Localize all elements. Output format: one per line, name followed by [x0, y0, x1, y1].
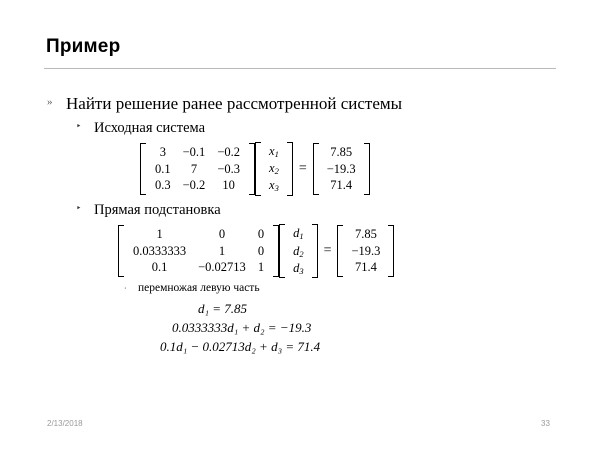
bullet-glyph-level3: ‧ [124, 284, 127, 294]
matrix2-cell: 0 [257, 227, 265, 242]
title-divider [44, 68, 556, 69]
expanded-equation-2: 0.0333333d₁ + d₂ = −19.3 [172, 319, 312, 335]
unknown-cell: $x_2$ [269, 161, 279, 177]
matrix2-cell: 1 [156, 227, 163, 242]
footer-date: 2/13/2018 [47, 419, 83, 428]
bullet-level3-multiply-left-side [122, 282, 564, 296]
unknown-cell: $x_3$ [269, 178, 279, 194]
rhs-vector-2 [337, 225, 394, 277]
bullet-glyph-level2-b: ‣ [76, 202, 82, 213]
unknown-cell: $x_1$ [269, 143, 279, 159]
equals-sign-2: = [323, 243, 332, 259]
matrix1-cell: −0.2 [217, 145, 240, 160]
expanded-equation-3: 0.1d₁ − 0.02713d₂ + d₃ = 71.4 [160, 338, 321, 354]
matrix2-cell: 0.0333333 [133, 243, 187, 258]
matrix1-cell: 10 [222, 178, 235, 193]
matrix1-cell: 0.3 [155, 178, 171, 193]
matrix1-cell: −0.1 [182, 145, 206, 160]
rhs-cell: −19.3 [326, 161, 356, 176]
unknown-cell: $d_3$ [293, 260, 304, 277]
rhs-cell: 71.4 [355, 260, 377, 275]
matrix2-cell: 1 [218, 243, 226, 258]
unknown-vector-1 [255, 142, 293, 196]
matrix1-cell: 0.1 [155, 161, 171, 176]
equation-system-2 [118, 224, 564, 278]
matrix2-cell: 0 [218, 227, 226, 242]
rhs-cell: 71.4 [330, 178, 353, 193]
bullet-level1 [44, 94, 564, 114]
equals-sign-1: = [298, 160, 307, 176]
matrix1-cell: 7 [190, 161, 198, 176]
bullet-level2-b-text: Прямая подстановка [94, 201, 221, 218]
expanded-equation-1: d₁ = 7.85 [198, 301, 248, 317]
footer-page-number: 33 [541, 419, 550, 428]
bullet-glyph-level1: » [47, 96, 53, 108]
equation-system-1 [140, 142, 564, 196]
bullet-level1-text: Найти решение ранее рассмотренной системы [66, 94, 403, 113]
unknown-vector-2 [279, 224, 318, 278]
rhs-cell: 7.85 [355, 227, 377, 242]
bullet-level2-a-text: Исходная система [94, 120, 206, 137]
matrix2-cell: 0 [257, 243, 265, 258]
matrix1-cell: −0.2 [182, 178, 206, 193]
matrix1-cell: −0.3 [217, 161, 240, 176]
page-title: Пример [46, 36, 121, 57]
rhs-cell: −19.3 [351, 243, 381, 258]
unknown-cell: $d_1$ [293, 226, 304, 242]
matrix2-cell: 1 [257, 260, 265, 275]
rhs-vector-1 [313, 143, 370, 195]
rhs-cell: 7.85 [330, 145, 353, 160]
slide-body [44, 94, 564, 357]
bullet-glyph-level2-a: ‣ [76, 121, 82, 132]
bullet-level2-forward-substitution [70, 202, 564, 219]
matrix2-cell: −0.02713 [198, 260, 246, 275]
bullet-level2-original-system [70, 120, 564, 137]
coefficient-matrix-1 [140, 143, 255, 195]
coefficient-matrix-2 [118, 225, 279, 277]
matrix1-cell: 3 [159, 145, 166, 160]
matrix2-cell: 0.1 [151, 260, 168, 275]
bullet-level3-text: перемножая левую часть [138, 282, 260, 295]
unknown-cell: $d_2$ [293, 243, 304, 259]
